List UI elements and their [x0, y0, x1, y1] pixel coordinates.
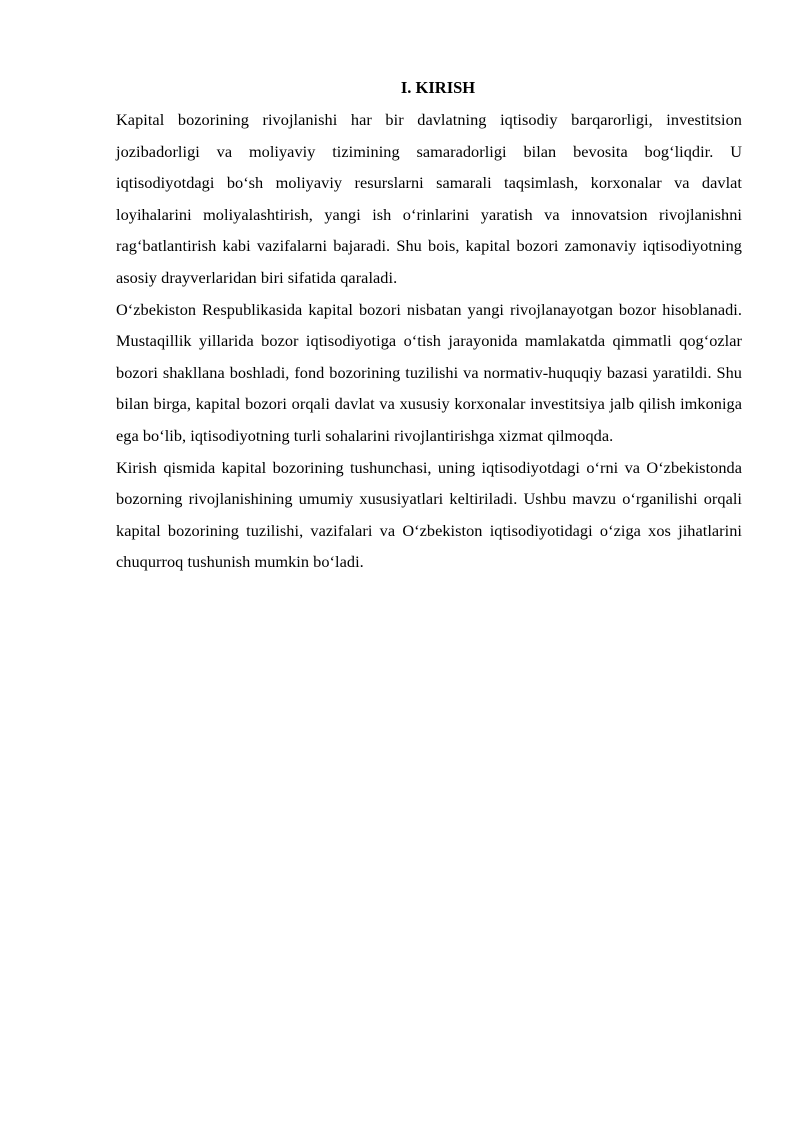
- paragraph-intro: Kapital bozorining rivojlanishi har bir davlatning iqtisodiy barqarorligi, investitsion jozibadorligi va moliyaviy tizimining samaradorligi bilan bevosita bog‘liqdir. U iqtisodiyotdagi bo‘sh moliyaviy resurslarni samarali taqsimlash, korxonalar va davlat loyihalarini moliyalashtirish, yangi ish o‘rinlarini yaratish va innovatsion rivojlanishni rag‘batlantirish kabi vazifalarni bajaradi. Shu bois, kapital bozori zamonaviy iqtisodiyotning asosiy drayverlaridan biri sifatida qaraladi.: [116, 110, 742, 287]
- section-heading: I. KIRISH: [400, 78, 476, 97]
- document-body: [116, 72, 742, 578]
- paragraph-uzbekistan: O‘zbekiston Respublikasida kapital bozori nisbatan yangi rivojlanayotgan bozor hisoblanadi. Mustaqillik yillarida bozor iqtisodiyotiga o‘tish jarayonida mamlakatda qimmatli qog‘ozlar bozori shakllana boshladi, fond bozorining tuzilishi va normativ-huquqiy bazasi yaratildi. Shu bilan birga, kapital bozori orqali davlat va xususiy korxonalar investitsiya jalb qilish imkoniga ega bo‘lib, iqtisodiyotning turli sohalarini rivojlantirishga xizmat qilmoqda.: [116, 299, 742, 445]
- paragraph-scope: Kirish qismida kapital bozorining tushunchasi, uning iqtisodiyotdagi o‘rni va O‘zbekistonda bozorning rivojlanishining umumiy xususiyatlari keltiriladi. Ushbu mavzu o‘rganilishi orqali kapital bozorining tuzilishi, vazifalari va O‘zbekiston iqtisodiyotidagi o‘ziga xos jihatlarini chuqurroq tushunish mumkin bo‘ladi.: [116, 457, 742, 572]
